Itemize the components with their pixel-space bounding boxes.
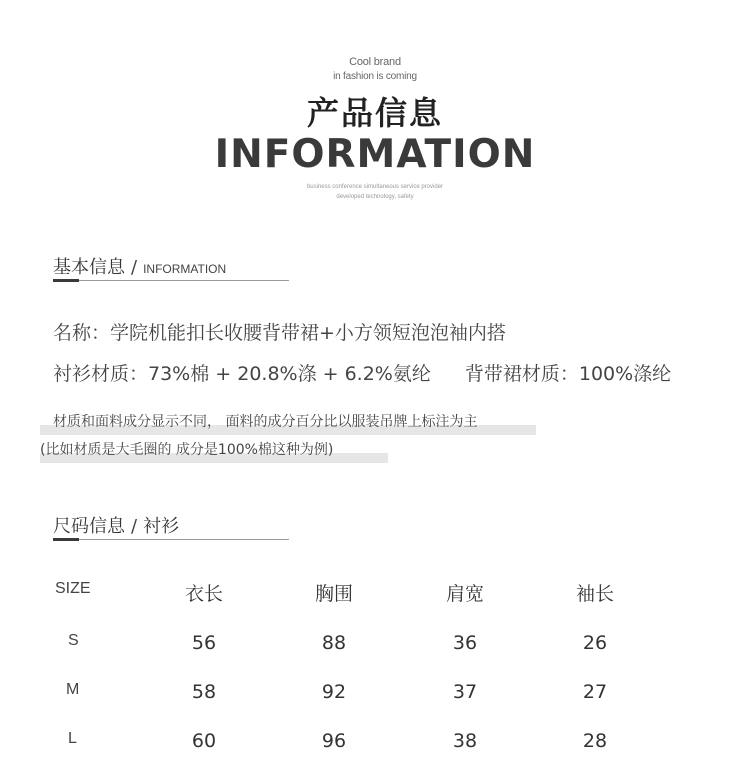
page-title-chinese: 产品信息 [306,94,443,132]
table-cell-bust: 88 [321,632,347,654]
table-cell-length: 58 [191,681,217,703]
table-cell-shoulder: 37 [452,681,478,703]
column-header-sleeve: 袖长 [575,583,614,605]
table-cell-size: M [66,681,80,698]
table-cell-bust: 92 [321,681,347,703]
table-cell-size: L [68,730,77,747]
heading-divider [53,280,289,281]
table-cell-length: 60 [191,730,217,752]
size-info-heading-cn: 尺码信息 [53,516,125,537]
tagline-line-1: Cool brand [349,56,401,68]
column-header-length: 衣长 [184,583,223,605]
product-name: 名称：学院机能扣长收腰背带裙+小方领短泡泡袖内搭 [53,322,506,344]
size-info-heading [53,512,291,544]
table-cell-shoulder: 36 [452,632,478,654]
size-info-heading-sub: 衬衫 [143,516,180,537]
table-cell-sleeve: 26 [582,632,608,654]
table-cell-sleeve: 27 [582,681,608,703]
column-header-bust: 胸围 [314,583,353,605]
table-cell-size: S [68,632,79,649]
table-cell-bust: 96 [321,730,347,752]
subtitle-line-2: developed technology, safety [336,194,414,200]
heading-divider-accent [53,538,79,541]
subtitle-line-1: business conference simultaneous service provider [306,184,444,190]
material-note-1: 材质和面料成分显示不同， 面料的成分百分比以服装吊牌上标注为主 [53,414,478,430]
tagline-line-2: in fashion is coming [333,71,417,82]
table-cell-shoulder: 38 [452,730,478,752]
column-header-shoulder: 肩宽 [445,583,484,605]
heading-divider-accent [53,279,79,282]
heading-separator: / [131,257,138,278]
basic-info-heading-cn: 基本信息 [53,257,125,278]
material-line [53,359,671,386]
basic-info-heading-en: INFORMATION [143,262,227,276]
skirt-material: 背带裙材质：100%涤纶 [464,363,672,385]
basic-info-heading [53,253,291,285]
page-title-english: INFORMATION [214,132,536,177]
material-note-2: (比如材质是大毛圈的 成分是100%棉这种为例) [40,442,334,458]
heading-divider [53,539,289,540]
heading-separator: / [131,516,138,537]
shirt-material: 衬衫材质：73%棉 + 20.8%涤 + 6.2%氨纶 [53,363,431,385]
column-header-size: SIZE [55,580,91,597]
table-cell-sleeve: 28 [582,730,608,752]
table-cell-length: 56 [191,632,217,654]
